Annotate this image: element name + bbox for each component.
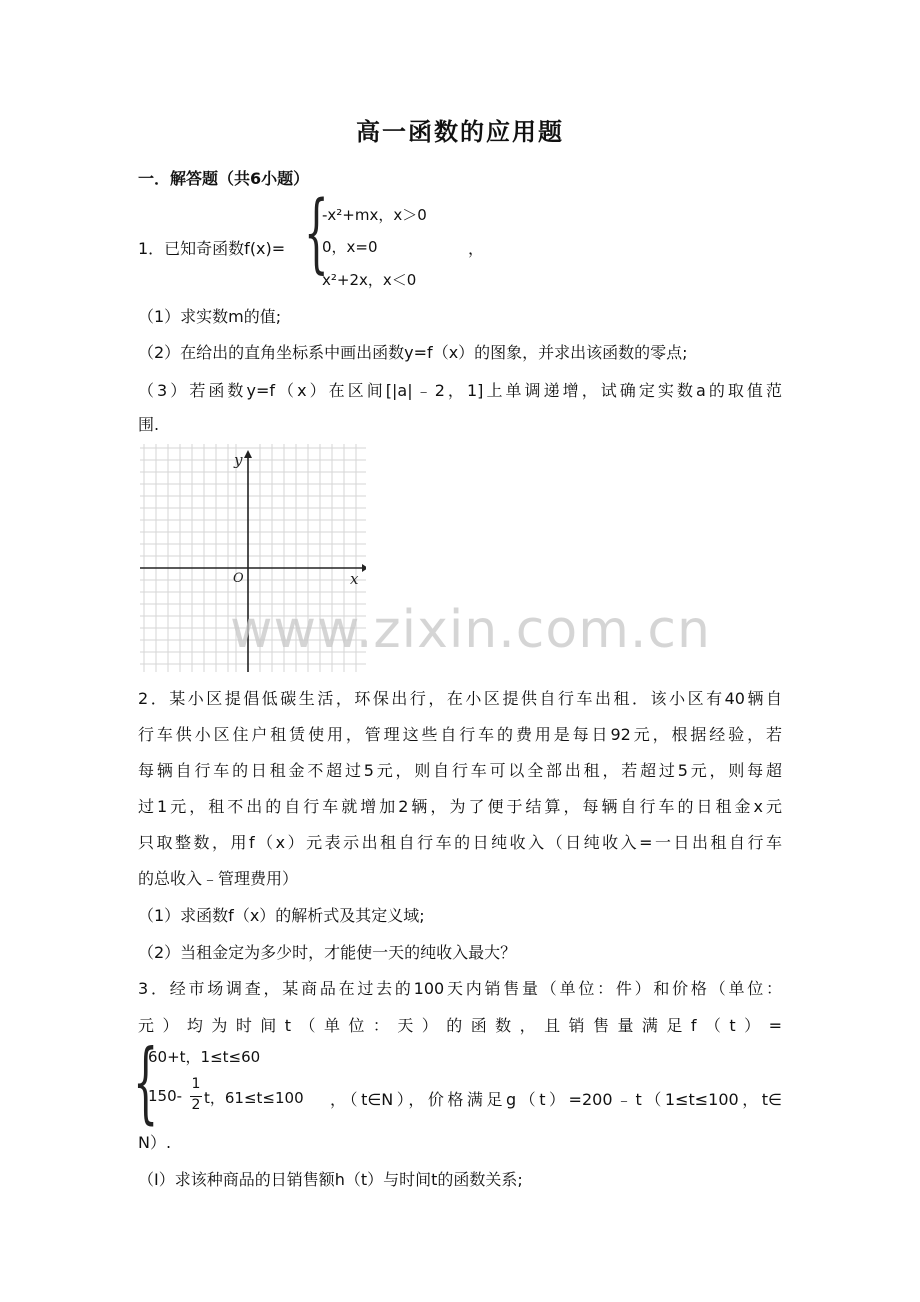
q2-part-1: （1）求函数f（x）的解析式及其定义域;: [138, 906, 425, 925]
q3-case-2b: t，61≤t≤100: [204, 1089, 304, 1107]
q1-part-3: （3）若函数y=f（x）在区间[|a|﹣2，1]上单调递增，试确定实数a的取值范: [138, 381, 782, 400]
q2-line-5: 只取整数，用f（x）元表示出租自行车的日纯收入（日纯收入=一日出租自行车: [138, 833, 782, 852]
q3-line-2: 元）均为时间t（单位：天）的函数，且销售量满足f（t）=: [138, 1016, 782, 1035]
q2-line-4: 过1元，租不出的自行车就增加2辆，为了便于结算，每辆自行车的日租金x元: [138, 797, 782, 816]
q3-tail: ，（t∈N），价格满足g（t）=200﹣t（1≤t≤100，t∈: [330, 1090, 782, 1109]
q1-part-3-cont: 围.: [138, 415, 160, 434]
x-axis-arrow-icon: [362, 564, 366, 572]
x-axis-label: x: [350, 570, 359, 588]
y-axis-arrow-icon: [244, 450, 252, 458]
q2-line-3: 每辆自行车的日租金不超过5元，则自行车可以全部出租，若超过5元，则每超: [138, 761, 782, 780]
section-heading: 一．解答题（共6小题）: [138, 169, 310, 188]
q2-part-2: （2）当租金定为多少时，才能使一天的纯收入最大？: [138, 943, 517, 962]
y-axis-label: y: [234, 451, 243, 469]
q3-frac-num: 1: [191, 1076, 201, 1092]
origin-label: O: [233, 571, 244, 586]
page-title: 高一函数的应用题: [356, 117, 564, 146]
q3-line-4: N）.: [138, 1133, 172, 1152]
q1-trail: ，: [468, 239, 485, 258]
watermark: www.zixin.com.cn: [230, 600, 711, 660]
q3-case-1: 60+t，1≤t≤60: [148, 1048, 261, 1066]
q3-line-1: 3．经市场调查，某商品在过去的100天内销售量（单位：件）和价格（单位：: [138, 979, 782, 998]
q3-brace: {: [133, 1030, 159, 1133]
q1-case-2: 0，x=0: [322, 238, 378, 256]
q2-line-2: 行车供小区住户租赁使用，管理这些自行车的费用是每日92元，根据经验，若: [138, 725, 782, 744]
q1-lead: 1．已知奇函数f(x)=: [138, 239, 286, 258]
q2-line-6: 的总收入﹣管理费用）: [138, 869, 299, 888]
q3-part-1: （Ⅰ）求该种商品的日销售额h（t）与时间t的函数关系;: [138, 1170, 523, 1189]
q3-case-2a: 150-: [148, 1087, 183, 1105]
q3-frac-den: 2: [191, 1097, 201, 1113]
q1-brace: {: [304, 183, 329, 283]
q1-part-2: （2）在给出的直角坐标系中画出函数y=f（x）的图象，并求出该函数的零点;: [138, 343, 688, 362]
q2-line-1: 2．某小区提倡低碳生活，环保出行，在小区提供自行车出租．该小区有40辆自: [138, 689, 782, 708]
q1-part-1: （1）求实数m的值;: [138, 307, 282, 326]
q1-case-1: -x²+mx，x＞0: [322, 206, 427, 224]
q1-case-3: x²+2x，x＜0: [322, 271, 417, 289]
